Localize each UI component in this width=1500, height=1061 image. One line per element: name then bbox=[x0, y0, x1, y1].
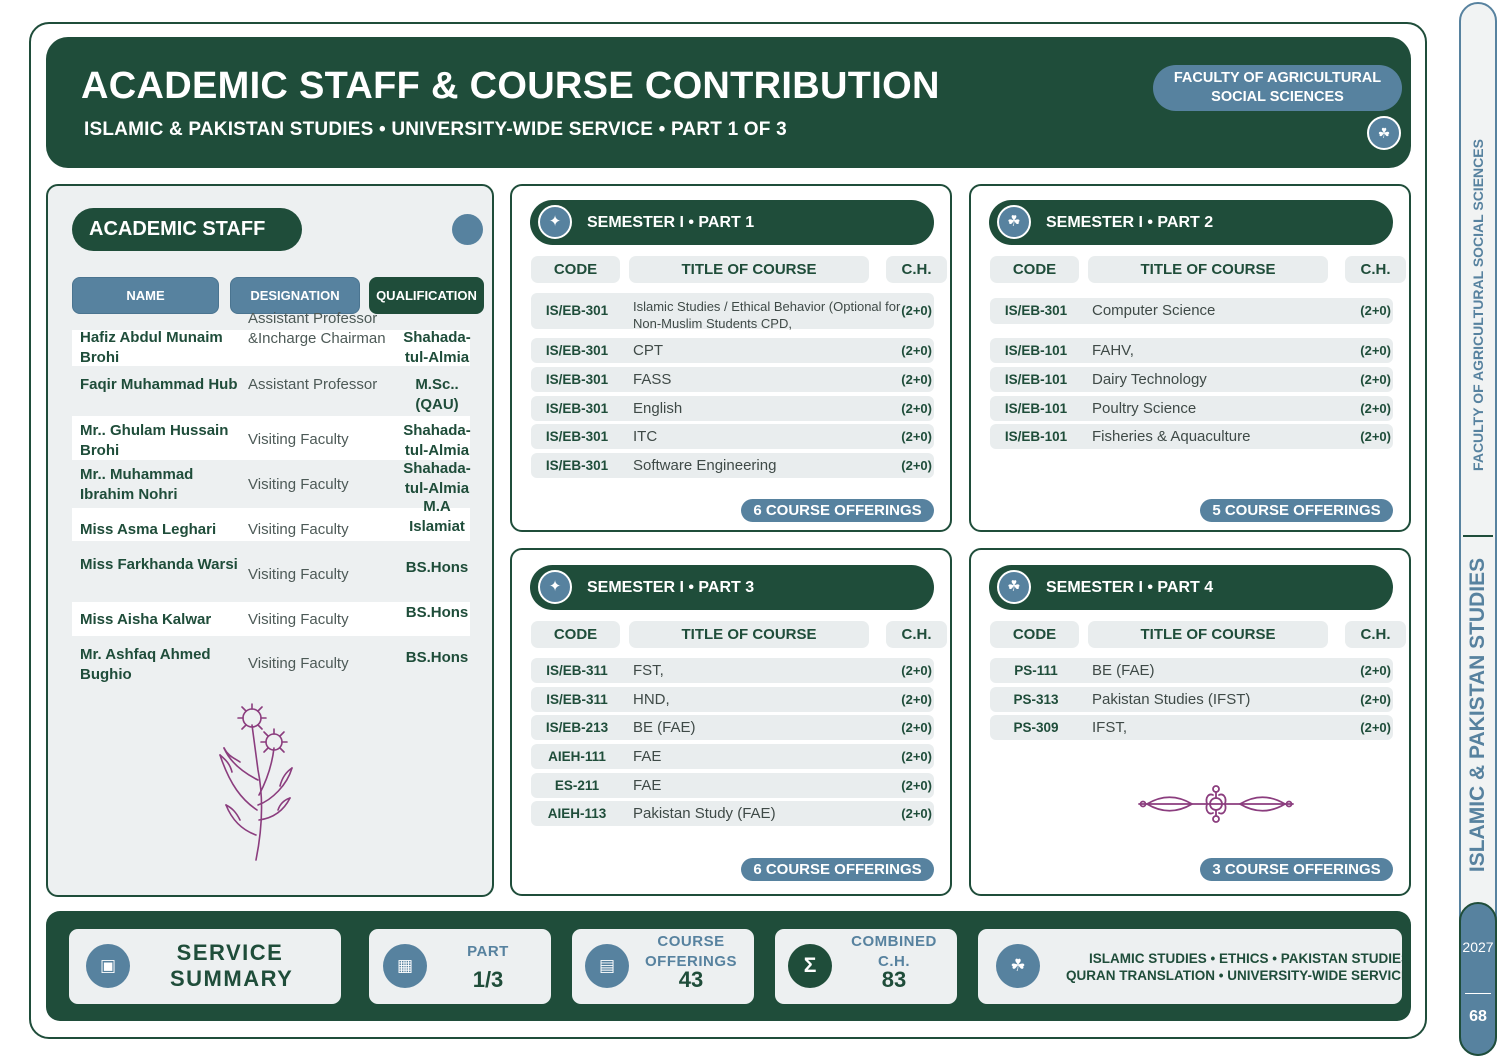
course-ch: (2+0) bbox=[901, 372, 932, 387]
course-title: BE (FAE) bbox=[1092, 662, 1155, 679]
course-ch: (2+0) bbox=[901, 806, 932, 821]
course-title: FASS bbox=[633, 371, 672, 388]
course-title: FST, bbox=[633, 662, 664, 679]
credit-hours-value: 83 bbox=[881, 967, 907, 992]
course-code: IS/EB-101 bbox=[1004, 429, 1068, 444]
course-row bbox=[531, 801, 934, 826]
offerings-value: 43 bbox=[678, 967, 704, 992]
semester-header-1 bbox=[530, 200, 934, 245]
faculty-badge-line2: SOCIAL SCIENCES bbox=[1211, 89, 1344, 105]
staff-designation: Assistant Professor bbox=[248, 376, 378, 393]
column-header-title: TITLE OF COURSE bbox=[1088, 256, 1328, 283]
credit-hours-label bbox=[839, 932, 949, 972]
course-code: AIEH-113 bbox=[547, 806, 607, 821]
course-ch: (2+0) bbox=[1360, 663, 1391, 678]
course-offerings-badge: 6 COURSE OFFERINGS bbox=[741, 858, 934, 881]
course-row bbox=[990, 367, 1393, 392]
page-header bbox=[46, 37, 1411, 168]
list-icon: ▤ bbox=[585, 944, 629, 988]
course-code: IS/EB-301 bbox=[545, 401, 609, 416]
column-header-ch: C.H. bbox=[1345, 621, 1406, 648]
course-row bbox=[531, 744, 934, 769]
course-title: Poultry Science bbox=[1092, 400, 1197, 417]
staff-name: Faqir Muhammad Hub bbox=[80, 376, 238, 393]
offerings-label-line1: COURSE bbox=[657, 933, 725, 950]
subjects-line1: ISLAMIC STUDIES • ETHICS • PAKISTAN STUDIES bbox=[1089, 951, 1410, 966]
flower-illustration bbox=[212, 700, 302, 865]
service-summary-line1: SERVICE bbox=[176, 940, 284, 965]
course-offerings-badge: 6 COURSE OFFERINGS bbox=[741, 499, 934, 522]
course-row bbox=[990, 424, 1393, 449]
course-ch: (2+0) bbox=[1360, 692, 1391, 707]
course-title: Islamic Studies / Ethical Behavior (Optional for Non-Muslim Students CPD, bbox=[633, 299, 901, 331]
service-summary-title bbox=[170, 940, 294, 992]
shamrock-icon: ☘ bbox=[997, 205, 1031, 239]
course-code: IS/EB-301 bbox=[545, 343, 609, 358]
course-code: PS-111 bbox=[1014, 663, 1058, 678]
course-row bbox=[531, 658, 934, 683]
course-code: IS/EB-301 bbox=[545, 429, 609, 444]
service-summary-line2: SUMMARY bbox=[170, 966, 294, 991]
course-ch: (2+0) bbox=[901, 749, 932, 764]
shamrock-icon: ☘ bbox=[996, 944, 1040, 988]
sidebar-footer-divider bbox=[1465, 993, 1491, 994]
sidebar-year: 2027 bbox=[1462, 939, 1494, 955]
staff-designation: Visiting Faculty bbox=[248, 476, 349, 493]
staff-designation: Visiting Faculty bbox=[248, 611, 349, 628]
column-header-title: TITLE OF COURSE bbox=[629, 256, 869, 283]
sidebar-footer-tab bbox=[1459, 902, 1497, 1056]
column-header-code: CODE bbox=[531, 621, 620, 648]
course-row bbox=[990, 298, 1393, 324]
course-ch: (2+0) bbox=[1360, 372, 1391, 387]
course-code: IS/EB-311 bbox=[546, 692, 608, 707]
staff-designation: Visiting Faculty bbox=[248, 431, 349, 448]
staff-qualification: M.Sc.. (QAU) bbox=[415, 376, 459, 413]
staff-qualification: BS.Hons bbox=[405, 559, 469, 576]
course-code: IS/EB-301 bbox=[1004, 303, 1068, 318]
course-title: IFST, bbox=[1092, 719, 1128, 736]
course-ch: (2+0) bbox=[901, 663, 932, 678]
semester-title: SEMESTER I • PART 4 bbox=[1046, 579, 1214, 596]
subjects-line2: QURAN TRANSLATION • UNIVERSITY-WIDE SERVICE bbox=[1066, 968, 1410, 983]
course-title: Software Engineering bbox=[633, 457, 777, 474]
course-code: IS/EB-301 bbox=[545, 458, 609, 473]
sidebar-department-label: ISLAMIC & PAKISTAN STUDIES bbox=[1466, 557, 1489, 873]
course-ch: (2+0) bbox=[1360, 343, 1391, 358]
course-title: English bbox=[633, 400, 683, 417]
column-header-code: CODE bbox=[531, 256, 620, 283]
semester-header-4 bbox=[989, 565, 1393, 610]
course-title: BE (FAE) bbox=[633, 719, 696, 736]
staff-name: Mr.. Muhammad Ibrahim Nohri bbox=[80, 466, 194, 503]
offerings-label-line2: OFFERINGS bbox=[644, 953, 737, 970]
course-code: PS-309 bbox=[1013, 720, 1059, 735]
part-label: PART bbox=[467, 943, 509, 960]
course-code: PS-313 bbox=[1013, 692, 1059, 707]
course-code: IS/EB-311 bbox=[546, 663, 608, 678]
course-ch: (2+0) bbox=[1360, 401, 1391, 416]
course-ch: (2+0) bbox=[901, 303, 932, 318]
course-code: IS/EB-101 bbox=[1004, 401, 1068, 416]
grid-icon: ▦ bbox=[383, 944, 427, 988]
part-value: 1/3 bbox=[472, 967, 504, 992]
semester-header-2 bbox=[989, 200, 1393, 245]
faculty-badge-line1: FACULTY OF AGRICULTURAL bbox=[1173, 70, 1382, 86]
course-title: Computer Science bbox=[1092, 302, 1216, 319]
course-title: Fisheries & Aquaculture bbox=[1092, 428, 1251, 445]
column-header-title: TITLE OF COURSE bbox=[1088, 621, 1328, 648]
course-code: IS/EB-301 bbox=[545, 372, 609, 387]
course-row bbox=[531, 424, 934, 449]
course-title: HND, bbox=[633, 691, 670, 708]
column-header-code: CODE bbox=[990, 256, 1079, 283]
ornament-divider bbox=[1137, 783, 1295, 825]
course-ch: (2+0) bbox=[901, 692, 932, 707]
column-header-title: TITLE OF COURSE bbox=[629, 621, 869, 648]
staff-name: Miss Aisha Kalwar bbox=[80, 611, 212, 628]
course-row bbox=[990, 396, 1393, 421]
course-ch: (2+0) bbox=[1360, 303, 1391, 318]
staff-designation: Visiting Faculty bbox=[248, 655, 349, 672]
column-header-code: CODE bbox=[990, 621, 1079, 648]
sigma-icon: Σ bbox=[788, 944, 832, 988]
course-row bbox=[531, 687, 934, 712]
staff-qualification: BS.Hons bbox=[405, 604, 469, 621]
course-row bbox=[990, 715, 1393, 740]
shamrock-icon: ☘ bbox=[1367, 116, 1401, 150]
shamrock-icon: ☘ bbox=[997, 570, 1031, 604]
course-title: Pakistan Study (FAE) bbox=[633, 805, 776, 822]
circle-icon bbox=[452, 214, 483, 245]
square-icon: ▣ bbox=[86, 944, 130, 988]
page-subtitle: ISLAMIC & PAKISTAN STUDIES • UNIVERSITY-WIDE SERVICE • PART 1 OF 3 bbox=[84, 119, 787, 140]
staff-name: Mr. Ashfaq Ahmed Bughio bbox=[80, 646, 211, 683]
offerings-label bbox=[636, 932, 746, 972]
course-code: IS/EB-213 bbox=[545, 720, 609, 735]
course-title: FAHV, bbox=[1092, 342, 1134, 359]
staff-qualification: Shahada-tul-Almia bbox=[403, 460, 471, 497]
staff-name: Miss Asma Leghari bbox=[80, 521, 217, 538]
course-offerings-badge: 3 COURSE OFFERINGS bbox=[1200, 858, 1393, 881]
column-header-ch: C.H. bbox=[1345, 256, 1406, 283]
summary-card-subjects bbox=[978, 929, 1402, 1004]
semester-header-3 bbox=[530, 565, 934, 610]
course-title: Pakistan Studies (IFST) bbox=[1092, 691, 1251, 708]
course-row bbox=[990, 687, 1393, 712]
course-offerings-badge: 5 COURSE OFFERINGS bbox=[1200, 499, 1393, 522]
sidebar-divider bbox=[1463, 535, 1493, 537]
staff-qualification: M.A Islamiat bbox=[409, 498, 465, 535]
course-title: CPT bbox=[633, 342, 663, 359]
column-header-ch: C.H. bbox=[886, 621, 947, 648]
sidebar-faculty-label: FACULTY OF AGRICULTURAL SOCIAL SCIENCES bbox=[1470, 139, 1486, 471]
course-row bbox=[531, 293, 934, 329]
column-header-designation: DESIGNATION bbox=[230, 277, 360, 314]
course-row bbox=[990, 658, 1393, 683]
course-row bbox=[531, 367, 934, 392]
credit-hours-label-line2: C.H. bbox=[878, 953, 910, 970]
course-code: IS/EB-101 bbox=[1004, 343, 1068, 358]
staff-qualification: Shahada-tul-Almia bbox=[403, 422, 471, 459]
course-code: IS/EB-301 bbox=[545, 303, 609, 318]
course-code: IS/EB-101 bbox=[1004, 372, 1068, 387]
column-header-name: NAME bbox=[72, 277, 219, 314]
sparkle-icon: ✦ bbox=[538, 205, 572, 239]
course-row bbox=[531, 773, 934, 798]
column-header-qualification: QUALIFICATION bbox=[369, 277, 484, 314]
course-ch: (2+0) bbox=[901, 343, 932, 358]
course-ch: (2+0) bbox=[901, 778, 932, 793]
staff-qualification: Shahada-tul-Almia bbox=[403, 329, 471, 366]
course-ch: (2+0) bbox=[901, 458, 932, 473]
staff-name: Hafiz Abdul Munaim Brohi bbox=[80, 329, 223, 366]
semester-title: SEMESTER I • PART 3 bbox=[587, 579, 755, 596]
course-row bbox=[531, 453, 934, 478]
page-title: ACADEMIC STAFF & COURSE CONTRIBUTION bbox=[81, 65, 940, 107]
course-row bbox=[531, 396, 934, 421]
course-row bbox=[990, 338, 1393, 363]
staff-name: Miss Farkhanda Warsi bbox=[80, 556, 238, 573]
semester-title: SEMESTER I • PART 1 bbox=[587, 214, 755, 231]
staff-name: Mr.. Ghulam Hussain Brohi bbox=[80, 422, 229, 459]
course-ch: (2+0) bbox=[901, 720, 932, 735]
staff-panel-title: ACADEMIC STAFF bbox=[72, 208, 302, 251]
staff-designation: Visiting Faculty bbox=[248, 566, 349, 583]
sparkle-icon: ✦ bbox=[538, 570, 572, 604]
credit-hours-label-line1: COMBINED bbox=[851, 933, 937, 950]
course-title: FAE bbox=[633, 777, 662, 794]
faculty-badge bbox=[1153, 65, 1402, 111]
course-ch: (2+0) bbox=[1360, 720, 1391, 735]
course-code: AIEH-111 bbox=[548, 749, 606, 764]
course-title: FAE bbox=[633, 748, 662, 765]
course-ch: (2+0) bbox=[901, 429, 932, 444]
course-ch: (2+0) bbox=[1360, 429, 1391, 444]
course-ch: (2+0) bbox=[901, 401, 932, 416]
course-row bbox=[531, 338, 934, 363]
semester-title: SEMESTER I • PART 2 bbox=[1046, 214, 1214, 231]
staff-qualification: BS.Hons bbox=[405, 649, 469, 666]
course-title: ITC bbox=[633, 428, 658, 445]
course-code: ES-211 bbox=[554, 778, 600, 793]
staff-designation: Visiting Faculty bbox=[248, 521, 349, 538]
column-header-ch: C.H. bbox=[886, 256, 947, 283]
page-number: 68 bbox=[1469, 1008, 1487, 1025]
course-row bbox=[531, 715, 934, 740]
staff-designation: Assistant Professor &Incharge Chairman bbox=[248, 310, 386, 347]
course-title: Dairy Technology bbox=[1092, 371, 1207, 388]
